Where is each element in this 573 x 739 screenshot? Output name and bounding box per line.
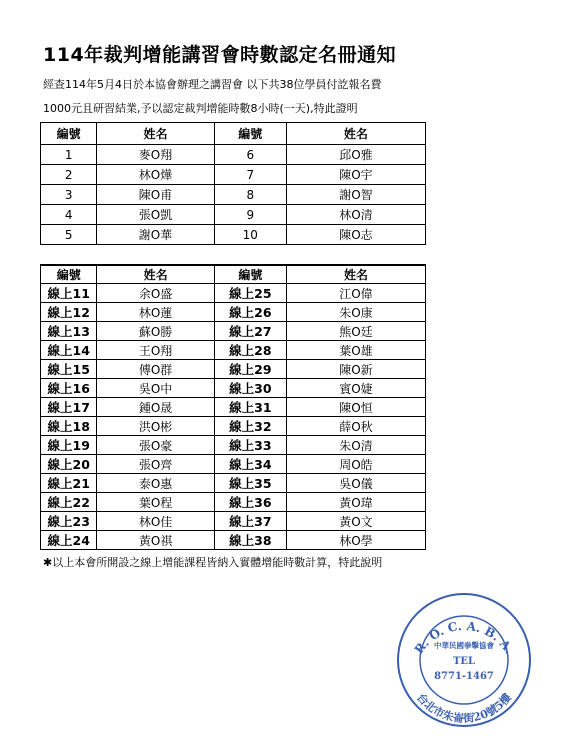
cell-name: 鍾O晟 (97, 398, 214, 417)
table-row (41, 474, 426, 493)
seal-org-name: 中華民國拳擊協會 (434, 641, 494, 650)
cell-number: 線上11 (41, 284, 97, 303)
cell-name: 陳O新 (286, 360, 425, 379)
table-header-row (41, 123, 426, 145)
cell-name: 賓O婕 (286, 379, 425, 398)
cell-number: 4 (41, 205, 97, 225)
cell-name: 陳O宇 (286, 165, 425, 185)
cell-name: 林O燁 (97, 165, 214, 185)
cell-name: 傅O群 (97, 360, 214, 379)
cell-name: 洪O彬 (97, 417, 214, 436)
header-number: 編號 (41, 265, 97, 284)
cell-number: 線上13 (41, 322, 97, 341)
cell-number: 線上19 (41, 436, 97, 455)
cell-number: 線上15 (41, 360, 97, 379)
cell-name: 江O偉 (286, 284, 425, 303)
table-row (41, 360, 426, 379)
seal-tel-label: TEL (452, 656, 476, 667)
intro-line-2: 1000元且研習結業,予以認定裁判增能時數8小時(一天),特此證明 (43, 102, 358, 115)
table-row (41, 493, 426, 512)
cell-number: 線上38 (214, 531, 286, 550)
cell-name: 葉O雄 (286, 341, 425, 360)
cell-name: 陳O甫 (97, 185, 214, 205)
cell-name: 陳O恒 (286, 398, 425, 417)
header-name: 姓名 (286, 123, 425, 145)
svg-text:台北市朱崙街20號5樓 (414, 690, 515, 726)
onsite-roster-table (40, 122, 426, 245)
cell-number: 9 (214, 205, 286, 225)
cell-number: 線上30 (214, 379, 286, 398)
cell-name: 周O皓 (286, 455, 425, 474)
cell-name: 黃O文 (286, 512, 425, 531)
cell-number: 線上16 (41, 379, 97, 398)
table-row (41, 379, 426, 398)
cell-number: 線上21 (41, 474, 97, 493)
cell-name: 林O蓮 (97, 303, 214, 322)
table-row (41, 185, 426, 205)
cell-name: 朱O清 (286, 436, 425, 455)
cell-number: 5 (41, 225, 97, 245)
cell-number: 線上28 (214, 341, 286, 360)
cell-name: 陳O志 (286, 225, 425, 245)
cell-name: 葉O程 (97, 493, 214, 512)
cell-name: 余O盛 (97, 284, 214, 303)
table-row (41, 145, 426, 165)
cell-name: 林O學 (286, 531, 425, 550)
table-row (41, 322, 426, 341)
cell-name: 謝O智 (286, 185, 425, 205)
cell-number: 線上12 (41, 303, 97, 322)
cell-name: 王O翔 (97, 341, 214, 360)
cell-number: 線上22 (41, 493, 97, 512)
asterisk-icon: ✱ (43, 556, 53, 569)
cell-name: 張O豪 (97, 436, 214, 455)
seal-tel-number: 8771-1467 (434, 671, 494, 682)
cell-name: 黃O瑋 (286, 493, 425, 512)
table-row (41, 398, 426, 417)
cell-number: 7 (214, 165, 286, 185)
cell-number: 線上34 (214, 455, 286, 474)
table-row (41, 436, 426, 455)
cell-name: 謝O華 (97, 225, 214, 245)
cell-name: 黃O祺 (97, 531, 214, 550)
header-number: 編號 (214, 265, 286, 284)
table-row (41, 303, 426, 322)
table-row (41, 205, 426, 225)
header-number: 編號 (41, 123, 97, 145)
online-roster-table (40, 264, 426, 550)
page-title: 114年裁判增能講習會時數認定名冊通知 (43, 44, 397, 66)
cell-number: 線上27 (214, 322, 286, 341)
cell-number: 線上33 (214, 436, 286, 455)
cell-number: 線上14 (41, 341, 97, 360)
header-name: 姓名 (97, 265, 214, 284)
table-row (41, 341, 426, 360)
header-number: 編號 (214, 123, 286, 145)
cell-name: 熊O廷 (286, 322, 425, 341)
table-row (41, 455, 426, 474)
cell-number: 線上20 (41, 455, 97, 474)
intro-line-1: 經查114年5月4日於本協會辦理之講習會 以下共38位學員付訖報名費 (43, 78, 382, 91)
table-row (41, 284, 426, 303)
table-row (41, 165, 426, 185)
table-row (41, 417, 426, 436)
cell-number: 線上36 (214, 493, 286, 512)
cell-name: 朱O康 (286, 303, 425, 322)
cell-name: 麥O翔 (97, 145, 214, 165)
cell-name: 林O佳 (97, 512, 214, 531)
cell-number: 線上32 (214, 417, 286, 436)
cell-name: 薛O秋 (286, 417, 425, 436)
cell-name: 泰O惠 (97, 474, 214, 493)
table-row (41, 225, 426, 245)
cell-number: 2 (41, 165, 97, 185)
cell-number: 線上29 (214, 360, 286, 379)
cell-number: 線上23 (41, 512, 97, 531)
cell-number: 線上35 (214, 474, 286, 493)
cell-number: 線上25 (214, 284, 286, 303)
cell-number: 線上26 (214, 303, 286, 322)
cell-name: 林O清 (286, 205, 425, 225)
association-seal-stamp (394, 590, 534, 730)
cell-number: 8 (214, 185, 286, 205)
cell-number: 線上31 (214, 398, 286, 417)
table-row (41, 531, 426, 550)
cell-number: 線上24 (41, 531, 97, 550)
cell-name: 吳O儀 (286, 474, 425, 493)
cell-number: 線上37 (214, 512, 286, 531)
footnote (43, 554, 382, 570)
footnote-text: 以上本會所開設之線上增能課程皆納入實體增能時數計算，特此說明 (52, 556, 383, 569)
cell-name: 吳O中 (97, 379, 214, 398)
cell-number: 3 (41, 185, 97, 205)
svg-text:R. O. C. A. B. A. (412, 619, 517, 657)
cell-name: 邱O雅 (286, 145, 425, 165)
cell-number: 6 (214, 145, 286, 165)
cell-number: 線上18 (41, 417, 97, 436)
cell-number: 1 (41, 145, 97, 165)
cell-name: 張O齊 (97, 455, 214, 474)
header-name: 姓名 (97, 123, 214, 145)
cell-name: 蘇O勝 (97, 322, 214, 341)
cell-name: 張O凱 (97, 205, 214, 225)
cell-number: 線上17 (41, 398, 97, 417)
seal-address: 台北市朱崙街20號5樓 (414, 691, 514, 726)
table-header-row (41, 265, 426, 284)
seal-outer-text: R. O. C. A. B. A. (411, 618, 517, 657)
cell-number: 10 (214, 225, 286, 245)
header-name: 姓名 (286, 265, 425, 284)
table-row (41, 512, 426, 531)
